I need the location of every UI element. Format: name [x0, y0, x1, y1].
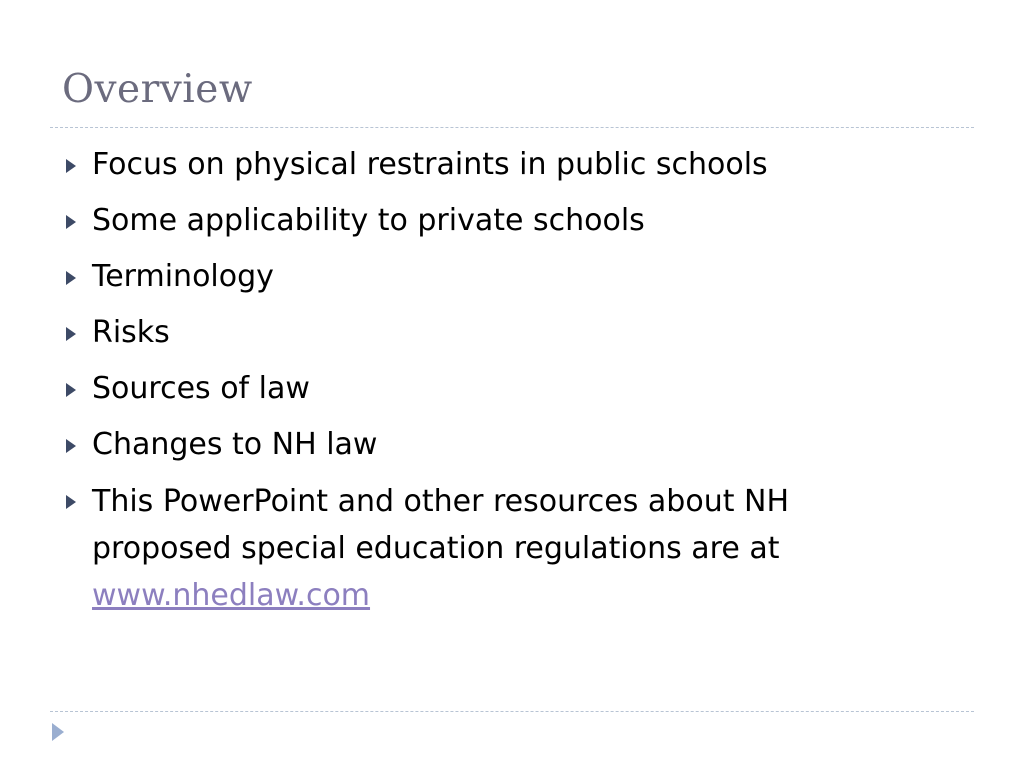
- bullet-text-line1: This PowerPoint and other resources about NH: [92, 484, 790, 519]
- bullet-text: Changes to NH law: [92, 427, 378, 462]
- bullet-text-line2: proposed special education regulations are at: [92, 531, 780, 566]
- bullet-text: Focus on physical restraints in public schools: [92, 147, 768, 182]
- footer-divider: [50, 711, 974, 712]
- footer-arrow-icon: [52, 723, 64, 741]
- nhedlaw-link[interactable]: www.nhedlaw.com: [92, 578, 371, 613]
- bullet-item: [62, 422, 962, 468]
- bullet-text: Sources of law: [92, 371, 310, 406]
- bullet-item: [62, 142, 962, 188]
- bullet-arrow-icon: [66, 439, 76, 453]
- title-divider: [50, 127, 974, 128]
- bullet-item: [62, 310, 962, 356]
- bullet-item: [62, 366, 962, 412]
- bullet-arrow-icon: [66, 495, 76, 509]
- bullet-arrow-icon: [66, 271, 76, 285]
- bullet-item: [62, 198, 962, 244]
- bullet-arrow-icon: [66, 327, 76, 341]
- bullet-arrow-icon: [66, 159, 76, 173]
- slide-title: Overview: [62, 67, 253, 112]
- bullet-arrow-icon: [66, 215, 76, 229]
- bullet-text: Some applicability to private schools: [92, 203, 645, 238]
- bullet-text: Risks: [92, 315, 170, 350]
- bullet-item: [62, 254, 962, 300]
- bullet-item-resources: [62, 478, 962, 619]
- bullet-arrow-icon: [66, 383, 76, 397]
- bullet-text: Terminology: [92, 259, 274, 294]
- bullet-list: [62, 142, 962, 629]
